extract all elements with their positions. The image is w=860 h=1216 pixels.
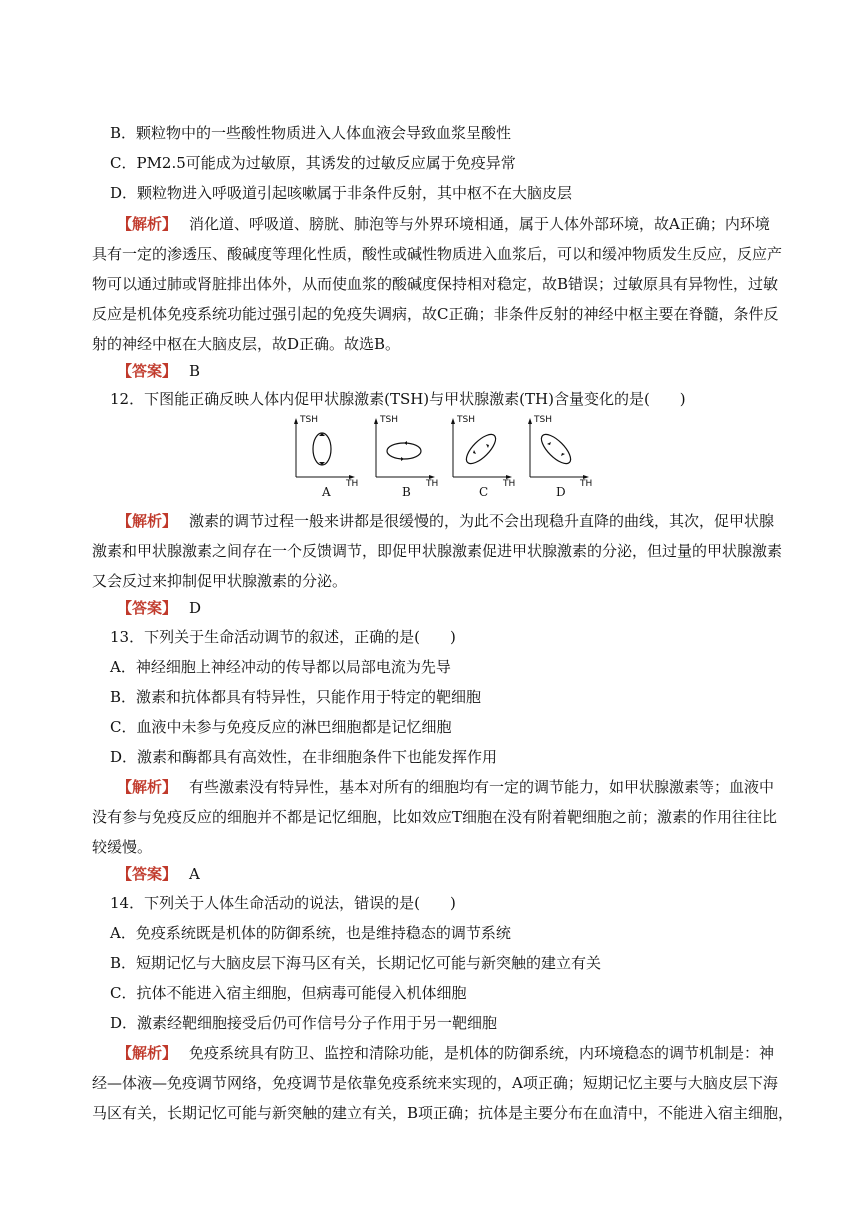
graph-b — [360, 415, 440, 500]
q11-analysis-line-1 — [0, 214, 860, 234]
graph-d-y-label: TSH — [534, 415, 552, 425]
graph-a — [280, 415, 360, 500]
q13-analysis-line-2: 没有参与免疫反应的细胞并不都是记忆细胞，比如效应T细胞在没有附着靶细胞之前；激素的作用往往比 — [92, 808, 778, 826]
q11-answer — [0, 361, 860, 381]
q14-option-b: B．短期记忆与大脑皮层下海马区有关，长期记忆可能与新突触的建立有关 — [110, 954, 602, 972]
analysis-tag: 【解析】 — [117, 1044, 178, 1062]
answer-value: A — [189, 865, 200, 883]
q11-option-c: C．PM2.5可能成为过敏原，其诱发的过敏反应属于免疫异常 — [110, 154, 516, 172]
q11-analysis-line-4: 反应是机体免疫系统功能过强引起的免疫失调病，故C正确；非条件反射的神经中枢主要在脊髓，条件反 — [92, 305, 779, 323]
analysis-text: 有些激素没有特异性，基本对所有的细胞均有一定的调节能力，如甲状腺激素等；血液中 — [189, 778, 775, 796]
graph-b-x-label: TH — [426, 479, 439, 489]
q11-analysis-line-5: 射的神经中枢在大脑皮层，故D正确。故选B。 — [92, 335, 401, 353]
q13-answer — [0, 864, 860, 884]
q13-stem: 13．下列关于生命活动调节的叙述，正确的是( ) — [110, 628, 456, 646]
graph-a-x-label: TH — [346, 479, 359, 489]
analysis-text: 激素的调节过程一般来讲都是很缓慢的，为此不会出现稳升直降的曲线，其次，促甲状腺 — [189, 512, 775, 530]
answer-value: B — [189, 362, 201, 380]
graph-d-letter: D — [556, 485, 566, 499]
q13-option-d: D．激素和酶都具有高效性，在非细胞条件下也能发挥作用 — [110, 748, 498, 766]
graph-b-letter: B — [402, 485, 411, 499]
answer-value: D — [189, 599, 202, 617]
analysis-text: 消化道、呼吸道、膀胱、肺泡等与外界环境相通，属于人体外部环境，故A正确；内环境 — [189, 215, 770, 233]
q12-stem: 12．下图能正确反映人体内促甲状腺激素(TSH)与甲状腺激素(TH)含量变化的是( ) — [110, 390, 686, 408]
analysis-text: 免疫系统具有防卫、监控和清除功能，是机体的防御系统，内环境稳态的调节机制是：神 — [189, 1044, 775, 1062]
q12-analysis-line-1 — [0, 511, 860, 531]
graph-d-x-label: TH — [580, 479, 593, 489]
q14-analysis-line-1 — [0, 1043, 860, 1063]
q14-analysis-line-3: 马区有关，长期记忆可能与新突触的建立有关，B项正确；抗体是主要分布在血清中，不能进入宿主细胞， — [92, 1104, 794, 1122]
graph-c-y-label: TSH — [457, 415, 475, 425]
q12-analysis-line-2: 激素和甲状腺激素之间存在一个反馈调节，即促甲状腺激素促进甲状腺激素的分泌，但过量的甲状腺激素 — [92, 542, 783, 560]
q13-option-c: C．血液中未参与免疫反应的淋巴细胞都是记忆细胞 — [110, 718, 452, 736]
graph-c — [437, 415, 517, 500]
graph-c-x-label: TH — [503, 479, 516, 489]
q11-analysis-line-3: 物可以通过肺或肾脏排出体外，从而使血浆的酸碱度保持相对稳定，故B错误；过敏原具有异物性，过敏 — [92, 275, 779, 293]
answer-tag: 【答案】 — [117, 362, 178, 380]
q13-option-a: A．神经细胞上神经冲动的传导都以局部电流为先导 — [110, 658, 451, 676]
q13-option-b: B．激素和抗体都具有特异性，只能作用于特定的靶细胞 — [110, 688, 482, 706]
graph-d — [514, 415, 594, 500]
graph-a-y-label: TSH — [300, 415, 318, 425]
q13-analysis-line-3: 较缓慢。 — [92, 838, 153, 856]
q12-graphs — [280, 415, 610, 500]
graph-a-letter: A — [322, 485, 331, 499]
analysis-tag: 【解析】 — [117, 778, 178, 796]
q14-option-a: A．免疫系统既是机体的防御系统，也是维持稳态的调节系统 — [110, 924, 511, 942]
analysis-tag: 【解析】 — [117, 512, 178, 530]
q11-option-d: D．颗粒物进入呼吸道引起咳嗽属于非条件反射，其中枢不在大脑皮层 — [110, 184, 573, 202]
q12-analysis-line-3: 又会反过来抑制促甲状腺激素的分泌。 — [92, 572, 348, 590]
analysis-tag: 【解析】 — [117, 215, 178, 233]
answer-tag: 【答案】 — [117, 865, 178, 883]
q14-analysis-line-2: 经—体液—免疫调节网络，免疫调节是依靠免疫系统来实现的，A项正确；短期记忆主要与大脑皮层下海 — [92, 1074, 778, 1092]
q13-analysis-line-1 — [0, 777, 860, 797]
graph-c-letter: C — [479, 485, 489, 499]
q14-option-c: C．抗体不能进入宿主细胞，但病毒可能侵入机体细胞 — [110, 984, 467, 1002]
graph-b-y-label: TSH — [380, 415, 398, 425]
q14-stem: 14．下列关于人体生命活动的说法，错误的是( ) — [110, 894, 456, 912]
q12-answer — [0, 598, 860, 618]
q11-option-b: B．颗粒物中的一些酸性物质进入人体血液会导致血浆呈酸性 — [110, 124, 512, 142]
q11-analysis-line-2: 具有一定的渗透压、酸碱度等理化性质，酸性或碱性物质进入血浆后，可以和缓冲物质发生反应，反应产 — [92, 245, 783, 263]
q14-option-d: D．激素经靶细胞接受后仍可作信号分子作用于另一靶细胞 — [110, 1014, 498, 1032]
answer-tag: 【答案】 — [117, 599, 178, 617]
